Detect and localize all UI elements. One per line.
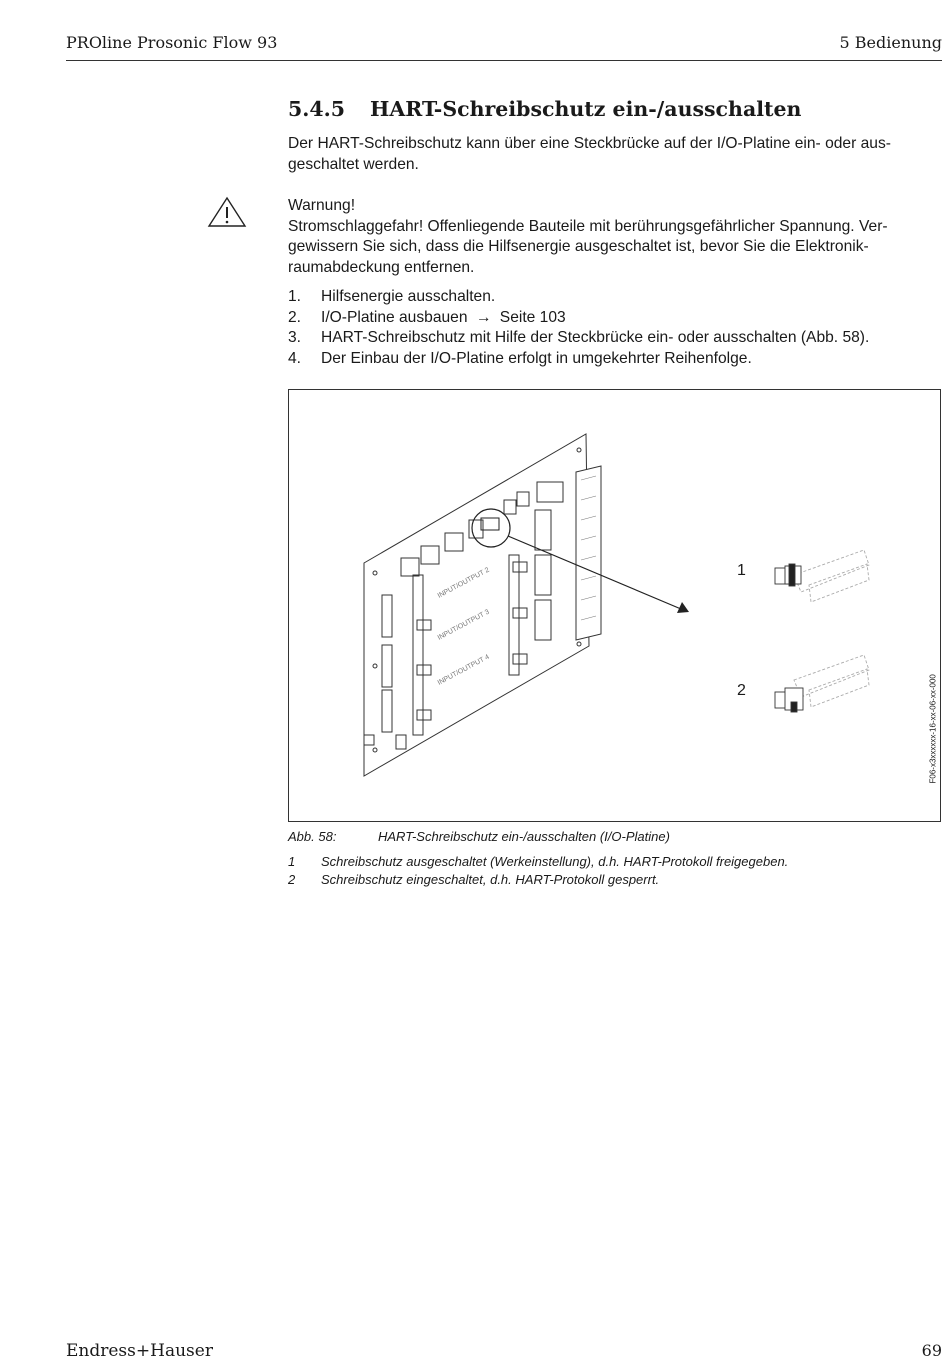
- list-item: [288, 287, 869, 308]
- step-number: 2.: [288, 308, 302, 326]
- jumper-detail-2: [775, 655, 869, 712]
- step-text: Hilfsenergie ausschalten.: [321, 288, 496, 305]
- figure-code-text: F06-x3xxxxxx-16-xx-06-xx-000: [928, 674, 938, 784]
- list-item: [288, 308, 869, 329]
- warning-triangle-icon: [207, 196, 247, 228]
- header-chapter: 5 Bedienung: [839, 33, 942, 52]
- legend-text: Schreibschutz ausgeschaltet (Werkeinstellung), d.h. HART-Protokoll freigegeben.: [321, 854, 789, 869]
- step-number: 3.: [288, 329, 302, 346]
- step-number: 4.: [288, 349, 302, 367]
- step-text: HART-Schreibschutz mit Hilfe der Steckbrücke ein- oder ausschalten (Abb. 58).: [321, 329, 870, 346]
- legend-text: Schreibschutz eingeschaltet, d.h. HART-Protokoll gesperrt.: [321, 872, 660, 887]
- warning-title: Warnung!: [288, 197, 356, 214]
- figure-frame: [288, 389, 941, 822]
- board-label-io3: INPUT/OUTPUT 3: [436, 608, 491, 642]
- intro-paragraph: Der HART-Schreibschutz kann über eine Steckbrücke auf der I/O-Platine ein- oder ausgeschaltet werden.: [288, 135, 891, 173]
- step-list: [288, 287, 869, 369]
- list-item: [288, 328, 869, 349]
- warning-block: [288, 196, 942, 278]
- section-number: 5.4.5: [288, 97, 346, 121]
- legend-number: 2: [288, 872, 296, 887]
- legend-item-2: [288, 872, 659, 887]
- step-text: Der Einbau der I/O-Platine erfolgt in umgekehrter Reihenfolge.: [321, 349, 752, 367]
- figure-code: [925, 674, 941, 788]
- section-title: HART-Schreibschutz ein-/ausschalten: [370, 97, 802, 121]
- figure-caption: [288, 829, 670, 844]
- step-text: I/O-Platine ausbauen: [321, 308, 468, 326]
- callout-1: 1: [737, 562, 746, 579]
- header-rule: [66, 60, 942, 61]
- step-number: 1.: [288, 288, 302, 305]
- section-heading: [288, 97, 801, 121]
- legend-number: 1: [288, 854, 296, 869]
- callout-2: 2: [737, 682, 746, 699]
- io-board-illustration: [289, 390, 940, 821]
- io-board: [364, 434, 589, 776]
- board-label-io2: INPUT/OUTPUT 2: [436, 566, 491, 600]
- caption-label: Abb. 58:: [288, 829, 337, 844]
- footer-brand: Endress+Hauser: [66, 1341, 213, 1361]
- warning-text: Stromschlaggefahr! Offenliegende Bauteile mit berührungsgefährlicher Spannung. Vergewissern Sie sich, dass die Hilfsenergie ausgeschaltet ist, bevor Sie die Elektronikraumabdeckung entfernen.: [288, 217, 888, 276]
- arrow-right-icon: →: [475, 308, 492, 326]
- board-label-io4: INPUT/OUTPUT 4: [436, 653, 491, 687]
- page-number: 69: [921, 1341, 942, 1360]
- legend-item-1: [288, 854, 788, 869]
- caption-text: HART-Schreibschutz ein-/ausschalten (I/O-Platine): [378, 829, 670, 844]
- list-item: [288, 349, 869, 370]
- jumper-detail-1: [775, 550, 869, 602]
- page-reference-link[interactable]: Seite 103: [499, 308, 566, 326]
- header-title: PROline Prosonic Flow 93: [66, 33, 278, 52]
